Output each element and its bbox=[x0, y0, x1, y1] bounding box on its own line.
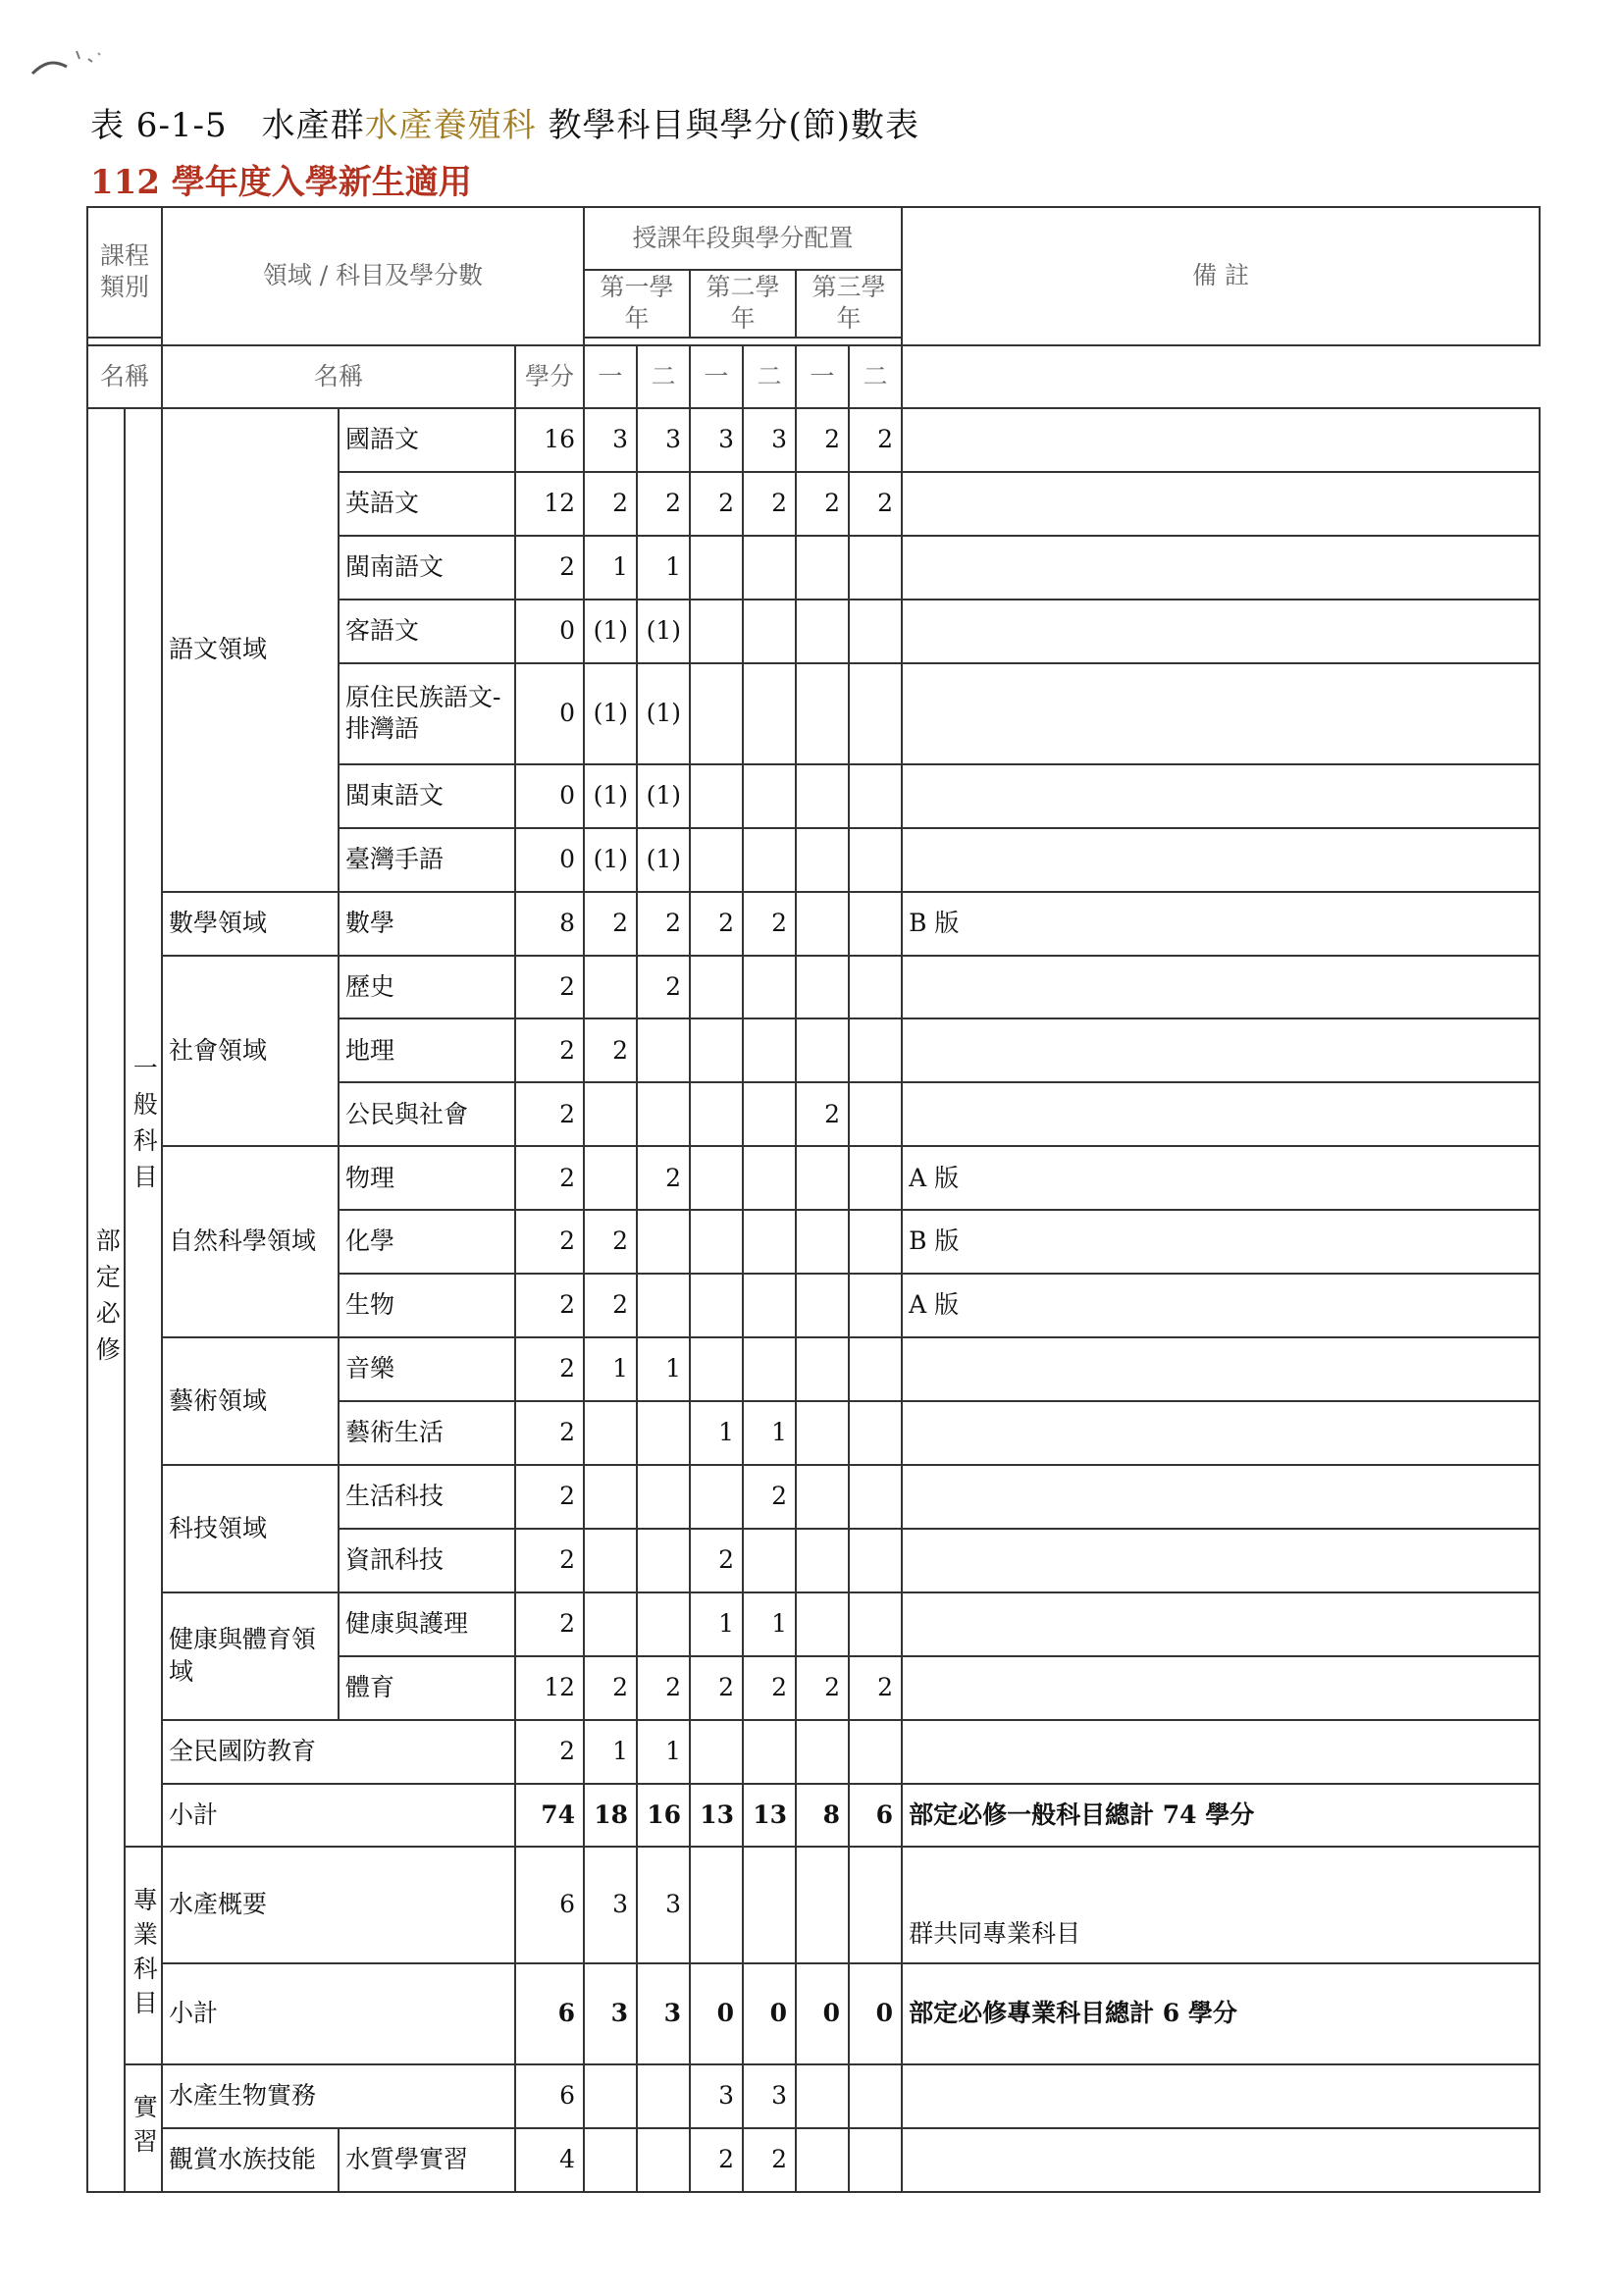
note-cell: B 版 bbox=[902, 892, 1540, 956]
sem-cell bbox=[796, 1465, 849, 1529]
sem-cell bbox=[849, 1018, 902, 1082]
sem-cell bbox=[743, 600, 796, 663]
sem-cell bbox=[849, 828, 902, 892]
subject-cell: 原住民族語文-排灣語 bbox=[339, 663, 515, 764]
note-cell bbox=[902, 1592, 1540, 1656]
sem-cell: 8 bbox=[796, 1784, 849, 1848]
table-row bbox=[87, 1146, 1540, 1210]
subtotal-row bbox=[87, 1784, 1540, 1848]
subject-cell: 地理 bbox=[339, 1018, 515, 1082]
header-credits: 學分 bbox=[515, 345, 584, 408]
sem-cell: (1) bbox=[584, 764, 637, 828]
sem-cell: 2 bbox=[743, 2128, 796, 2192]
note-cell bbox=[902, 1720, 1540, 1784]
sem-cell bbox=[796, 663, 849, 764]
curriculum-table bbox=[86, 206, 1541, 2193]
note-cell bbox=[902, 1018, 1540, 1082]
sem-cell bbox=[796, 1337, 849, 1401]
sem-cell bbox=[796, 1274, 849, 1337]
sem-cell bbox=[849, 1465, 902, 1529]
sem-cell: 1 bbox=[637, 1720, 690, 1784]
sem-cell: 2 bbox=[690, 2128, 743, 2192]
sem-cell: 1 bbox=[584, 536, 637, 600]
subject-cell: 生活科技 bbox=[339, 1465, 515, 1529]
sem-cell bbox=[637, 2064, 690, 2128]
subject-cell: 健康與護理 bbox=[339, 1592, 515, 1656]
note-cell bbox=[902, 1656, 1540, 1720]
sem-cell: 2 bbox=[637, 1656, 690, 1720]
sem-cell: 1 bbox=[584, 1720, 637, 1784]
header-sem: 一 bbox=[584, 345, 637, 408]
sem-cell bbox=[849, 1401, 902, 1465]
sem-cell bbox=[690, 764, 743, 828]
sem-cell bbox=[743, 828, 796, 892]
note-cell bbox=[902, 2128, 1540, 2192]
sem-cell: 18 bbox=[584, 1784, 637, 1848]
subject-cell: 藝術生活 bbox=[339, 1401, 515, 1465]
credits-cell: 8 bbox=[515, 892, 584, 956]
sem-cell: (1) bbox=[637, 600, 690, 663]
subject-cell: 水產生物實務 bbox=[162, 2064, 515, 2128]
sem-cell bbox=[796, 1018, 849, 1082]
sem-cell: 2 bbox=[584, 472, 637, 536]
sem-cell: (1) bbox=[637, 828, 690, 892]
note-cell bbox=[902, 828, 1540, 892]
credits-cell: 2 bbox=[515, 1082, 584, 1146]
sem-cell bbox=[584, 1082, 637, 1146]
sem-cell: 0 bbox=[796, 1963, 849, 2064]
header-name-2: 名稱 bbox=[162, 345, 515, 408]
credits-cell: 6 bbox=[515, 2064, 584, 2128]
sem-cell: (1) bbox=[584, 600, 637, 663]
note-cell bbox=[902, 764, 1540, 828]
credits-cell: 16 bbox=[515, 408, 584, 472]
table-row bbox=[87, 1465, 1540, 1529]
note-cell bbox=[902, 600, 1540, 663]
sem-cell: 2 bbox=[690, 892, 743, 956]
sem-cell: 2 bbox=[690, 1529, 743, 1592]
note-cell bbox=[902, 408, 1540, 472]
note-cell bbox=[902, 1529, 1540, 1592]
sem-cell bbox=[743, 663, 796, 764]
header-year2: 第二學年 bbox=[690, 270, 796, 338]
sem-cell: 0 bbox=[743, 1963, 796, 2064]
sem-cell: 2 bbox=[690, 1656, 743, 1720]
sem-cell: 16 bbox=[637, 1784, 690, 1848]
sem-cell: 2 bbox=[743, 892, 796, 956]
credits-cell: 2 bbox=[515, 956, 584, 1019]
header-domain-subject: 領域 / 科目及學分數 bbox=[162, 207, 584, 345]
subject-cell: 英語文 bbox=[339, 472, 515, 536]
credits-cell: 0 bbox=[515, 600, 584, 663]
sem-cell bbox=[849, 1274, 902, 1337]
credits-cell: 2 bbox=[515, 1720, 584, 1784]
credits-cell: 2 bbox=[515, 1337, 584, 1401]
credits-cell: 2 bbox=[515, 536, 584, 600]
subject-cell: 客語文 bbox=[339, 600, 515, 663]
header-sem: 二 bbox=[637, 345, 690, 408]
credits-cell: 4 bbox=[515, 2128, 584, 2192]
table-row bbox=[87, 956, 1540, 1019]
sem-cell bbox=[796, 1210, 849, 1274]
sem-cell bbox=[796, 2128, 849, 2192]
sem-cell: 2 bbox=[690, 472, 743, 536]
sem-cell: 2 bbox=[796, 408, 849, 472]
subject-cell: 水產概要 bbox=[162, 1847, 515, 1963]
subject-cell: 歷史 bbox=[339, 956, 515, 1019]
credits-cell: 2 bbox=[515, 1592, 584, 1656]
sem-cell bbox=[690, 1082, 743, 1146]
sem-cell bbox=[584, 1529, 637, 1592]
sem-cell bbox=[849, 1720, 902, 1784]
table-row bbox=[87, 408, 1540, 472]
category-general: 一般科目 bbox=[125, 408, 162, 1847]
document-title: 表 6-1-5 水產群水產養殖科 教學科目與學分(節)數表 bbox=[90, 106, 920, 145]
sem-cell bbox=[637, 1529, 690, 1592]
domain-social: 社會領域 bbox=[162, 956, 339, 1147]
sem-cell: 2 bbox=[637, 892, 690, 956]
note-cell: B 版 bbox=[902, 1210, 1540, 1274]
note-cell bbox=[902, 956, 1540, 1019]
credits-cell: 6 bbox=[515, 1847, 584, 1963]
sem-cell: 3 bbox=[637, 408, 690, 472]
sem-cell bbox=[849, 764, 902, 828]
subject-cell: 音樂 bbox=[339, 1337, 515, 1401]
header-year1: 第一學年 bbox=[584, 270, 690, 338]
sem-cell bbox=[690, 1274, 743, 1337]
sem-cell: (1) bbox=[637, 663, 690, 764]
sem-cell: (1) bbox=[584, 828, 637, 892]
sem-cell: 3 bbox=[743, 2064, 796, 2128]
sem-cell bbox=[743, 1529, 796, 1592]
sem-cell bbox=[637, 1210, 690, 1274]
sem-cell bbox=[796, 1401, 849, 1465]
table-row bbox=[87, 1592, 1540, 1656]
subject-cell: 國語文 bbox=[339, 408, 515, 472]
sem-cell bbox=[637, 1592, 690, 1656]
subject-cell: 水質學實習 bbox=[339, 2128, 515, 2192]
sem-cell: 1 bbox=[690, 1401, 743, 1465]
note-cell bbox=[902, 536, 1540, 600]
sem-cell: 2 bbox=[796, 1656, 849, 1720]
subject-cell: 化學 bbox=[339, 1210, 515, 1274]
sem-cell: 3 bbox=[584, 408, 637, 472]
sem-cell: 1 bbox=[743, 1401, 796, 1465]
sem-cell bbox=[637, 1465, 690, 1529]
header-year3: 第三學年 bbox=[796, 270, 902, 338]
sem-cell bbox=[637, 2128, 690, 2192]
subtotal-label: 小計 bbox=[162, 1784, 515, 1848]
header-sem: 二 bbox=[743, 345, 796, 408]
sem-cell bbox=[796, 1529, 849, 1592]
subject-cell: 資訊科技 bbox=[339, 1529, 515, 1592]
header-remarks: 備 註 bbox=[902, 207, 1540, 345]
sem-cell: 2 bbox=[796, 472, 849, 536]
sem-cell bbox=[690, 828, 743, 892]
category-required: 部定必修 bbox=[87, 408, 125, 2192]
sem-cell bbox=[796, 828, 849, 892]
subject-cell: 閩南語文 bbox=[339, 536, 515, 600]
note-cell bbox=[902, 1465, 1540, 1529]
table-row bbox=[87, 1847, 1540, 1963]
sem-cell: 2 bbox=[849, 408, 902, 472]
sem-cell: 2 bbox=[743, 472, 796, 536]
header-sem: 二 bbox=[849, 345, 902, 408]
sem-cell bbox=[743, 1146, 796, 1210]
note-cell bbox=[902, 472, 1540, 536]
sem-cell bbox=[849, 663, 902, 764]
sem-cell bbox=[743, 1720, 796, 1784]
sem-cell: 2 bbox=[637, 956, 690, 1019]
sem-cell bbox=[690, 1337, 743, 1401]
credits-cell: 2 bbox=[515, 1529, 584, 1592]
sem-cell bbox=[690, 536, 743, 600]
sem-cell bbox=[796, 600, 849, 663]
subject-cell: 數學 bbox=[339, 892, 515, 956]
credits-cell: 6 bbox=[515, 1963, 584, 2064]
header-name: 名稱 bbox=[87, 345, 162, 408]
sem-cell: 2 bbox=[849, 1656, 902, 1720]
sem-cell: 3 bbox=[743, 408, 796, 472]
domain-practical: 觀賞水族技能 bbox=[162, 2128, 339, 2192]
credits-cell: 0 bbox=[515, 764, 584, 828]
sem-cell bbox=[849, 892, 902, 956]
sem-cell bbox=[849, 2064, 902, 2128]
sem-cell bbox=[690, 956, 743, 1019]
sem-cell: 1 bbox=[584, 1337, 637, 1401]
sem-cell bbox=[743, 1210, 796, 1274]
header-sem: 一 bbox=[796, 345, 849, 408]
sem-cell bbox=[796, 2064, 849, 2128]
sem-cell bbox=[690, 1720, 743, 1784]
domain-defense: 全民國防教育 bbox=[162, 1720, 515, 1784]
sem-cell bbox=[849, 1847, 902, 1963]
sem-cell bbox=[849, 536, 902, 600]
sem-cell: 2 bbox=[796, 1082, 849, 1146]
sem-cell bbox=[849, 956, 902, 1019]
credits-cell: 0 bbox=[515, 663, 584, 764]
sem-cell bbox=[584, 1146, 637, 1210]
sem-cell: 2 bbox=[849, 472, 902, 536]
sem-cell: 6 bbox=[849, 1784, 902, 1848]
sem-cell: 3 bbox=[584, 1963, 637, 2064]
sem-cell bbox=[690, 1146, 743, 1210]
sem-cell bbox=[637, 1018, 690, 1082]
table-row bbox=[87, 892, 1540, 956]
domain-language: 語文領域 bbox=[162, 408, 339, 892]
sem-cell bbox=[584, 2128, 637, 2192]
document-subtitle: 112 學年度入學新生適用 bbox=[90, 163, 472, 202]
sem-cell: 1 bbox=[637, 536, 690, 600]
sem-cell bbox=[849, 1592, 902, 1656]
category-practical: 實習 bbox=[125, 2064, 162, 2192]
sem-cell bbox=[743, 764, 796, 828]
table-row bbox=[87, 2128, 1540, 2192]
domain-tech: 科技領域 bbox=[162, 1465, 339, 1592]
category-professional: 專業科目 bbox=[125, 1847, 162, 2064]
sem-cell bbox=[849, 2128, 902, 2192]
sem-cell bbox=[849, 1337, 902, 1401]
sem-cell bbox=[743, 1082, 796, 1146]
note-cell: 部定必修專業科目總計 6 學分 bbox=[902, 1963, 1540, 2064]
sem-cell bbox=[796, 892, 849, 956]
pen-scribble bbox=[27, 29, 116, 88]
sem-cell: 1 bbox=[637, 1337, 690, 1401]
subject-cell: 生物 bbox=[339, 1274, 515, 1337]
sem-cell: 13 bbox=[690, 1784, 743, 1848]
sem-cell: 2 bbox=[584, 892, 637, 956]
sem-cell bbox=[637, 1082, 690, 1146]
sem-cell bbox=[796, 536, 849, 600]
sem-cell bbox=[849, 1529, 902, 1592]
header-allocation: 授課年段與學分配置 bbox=[584, 207, 902, 270]
subject-cell: 閩東語文 bbox=[339, 764, 515, 828]
domain-health: 健康與體育領域 bbox=[162, 1592, 339, 1720]
credits-cell: 2 bbox=[515, 1465, 584, 1529]
subject-cell: 臺灣手語 bbox=[339, 828, 515, 892]
sem-cell bbox=[743, 1018, 796, 1082]
sem-cell bbox=[796, 1847, 849, 1963]
sem-cell: 3 bbox=[637, 1963, 690, 2064]
sem-cell: 3 bbox=[584, 1847, 637, 1963]
credits-cell: 2 bbox=[515, 1018, 584, 1082]
sem-cell bbox=[584, 956, 637, 1019]
sem-cell: (1) bbox=[584, 663, 637, 764]
sem-cell: 1 bbox=[743, 1592, 796, 1656]
credits-cell: 2 bbox=[515, 1210, 584, 1274]
sem-cell: 0 bbox=[849, 1963, 902, 2064]
sem-cell bbox=[584, 1401, 637, 1465]
sem-cell bbox=[796, 956, 849, 1019]
subtotal-label: 小計 bbox=[162, 1963, 515, 2064]
sem-cell: 3 bbox=[690, 408, 743, 472]
sem-cell bbox=[849, 1210, 902, 1274]
note-cell: A 版 bbox=[902, 1146, 1540, 1210]
header-sem: 一 bbox=[690, 345, 743, 408]
sem-cell: 0 bbox=[690, 1963, 743, 2064]
sem-cell bbox=[690, 600, 743, 663]
sem-cell bbox=[690, 663, 743, 764]
note-cell bbox=[902, 2064, 1540, 2128]
credits-cell: 0 bbox=[515, 828, 584, 892]
table-row bbox=[87, 1337, 1540, 1401]
note-cell: A 版 bbox=[902, 1274, 1540, 1337]
sem-cell bbox=[796, 764, 849, 828]
sem-cell bbox=[796, 1720, 849, 1784]
domain-math: 數學領域 bbox=[162, 892, 339, 956]
sem-cell bbox=[584, 1592, 637, 1656]
sem-cell bbox=[584, 1465, 637, 1529]
sem-cell bbox=[743, 1274, 796, 1337]
note-cell bbox=[902, 663, 1540, 764]
sem-cell bbox=[743, 536, 796, 600]
sem-cell: 2 bbox=[584, 1210, 637, 1274]
note-cell: 部定必修一般科目總計 74 學分 bbox=[902, 1784, 1540, 1848]
table-row bbox=[87, 2064, 1540, 2128]
header-category: 課程類別 bbox=[87, 207, 162, 338]
sem-cell bbox=[743, 1847, 796, 1963]
subject-cell: 物理 bbox=[339, 1146, 515, 1210]
note-cell bbox=[902, 1337, 1540, 1401]
note-cell bbox=[902, 1401, 1540, 1465]
sem-cell: 2 bbox=[584, 1274, 637, 1337]
subject-cell: 公民與社會 bbox=[339, 1082, 515, 1146]
sem-cell bbox=[637, 1274, 690, 1337]
sem-cell: 3 bbox=[637, 1847, 690, 1963]
credits-cell: 2 bbox=[515, 1146, 584, 1210]
sem-cell: 2 bbox=[584, 1656, 637, 1720]
domain-science: 自然科學領域 bbox=[162, 1146, 339, 1337]
credits-cell: 12 bbox=[515, 1656, 584, 1720]
sem-cell bbox=[849, 1146, 902, 1210]
sem-cell bbox=[690, 1210, 743, 1274]
sem-cell bbox=[584, 2064, 637, 2128]
note-cell: 群共同專業科目 bbox=[902, 1847, 1540, 1963]
subject-cell: 體育 bbox=[339, 1656, 515, 1720]
sem-cell: 1 bbox=[690, 1592, 743, 1656]
sem-cell: 3 bbox=[690, 2064, 743, 2128]
sem-cell: (1) bbox=[637, 764, 690, 828]
credits-cell: 2 bbox=[515, 1274, 584, 1337]
sem-cell bbox=[849, 1082, 902, 1146]
sem-cell bbox=[849, 600, 902, 663]
sem-cell: 13 bbox=[743, 1784, 796, 1848]
sem-cell: 2 bbox=[743, 1465, 796, 1529]
credits-cell: 74 bbox=[515, 1784, 584, 1848]
sem-cell: 2 bbox=[743, 1656, 796, 1720]
sem-cell: 2 bbox=[637, 472, 690, 536]
credits-cell: 12 bbox=[515, 472, 584, 536]
subtotal-row bbox=[87, 1963, 1540, 2064]
sem-cell bbox=[796, 1592, 849, 1656]
sem-cell bbox=[637, 1401, 690, 1465]
sem-cell bbox=[743, 956, 796, 1019]
sem-cell bbox=[690, 1465, 743, 1529]
note-cell bbox=[902, 1082, 1540, 1146]
sem-cell bbox=[690, 1847, 743, 1963]
sem-cell bbox=[743, 1337, 796, 1401]
domain-arts: 藝術領域 bbox=[162, 1337, 339, 1465]
sem-cell: 2 bbox=[584, 1018, 637, 1082]
sem-cell: 2 bbox=[637, 1146, 690, 1210]
credits-cell: 2 bbox=[515, 1401, 584, 1465]
table-row bbox=[87, 1720, 1540, 1784]
sem-cell bbox=[690, 1018, 743, 1082]
sem-cell bbox=[796, 1146, 849, 1210]
